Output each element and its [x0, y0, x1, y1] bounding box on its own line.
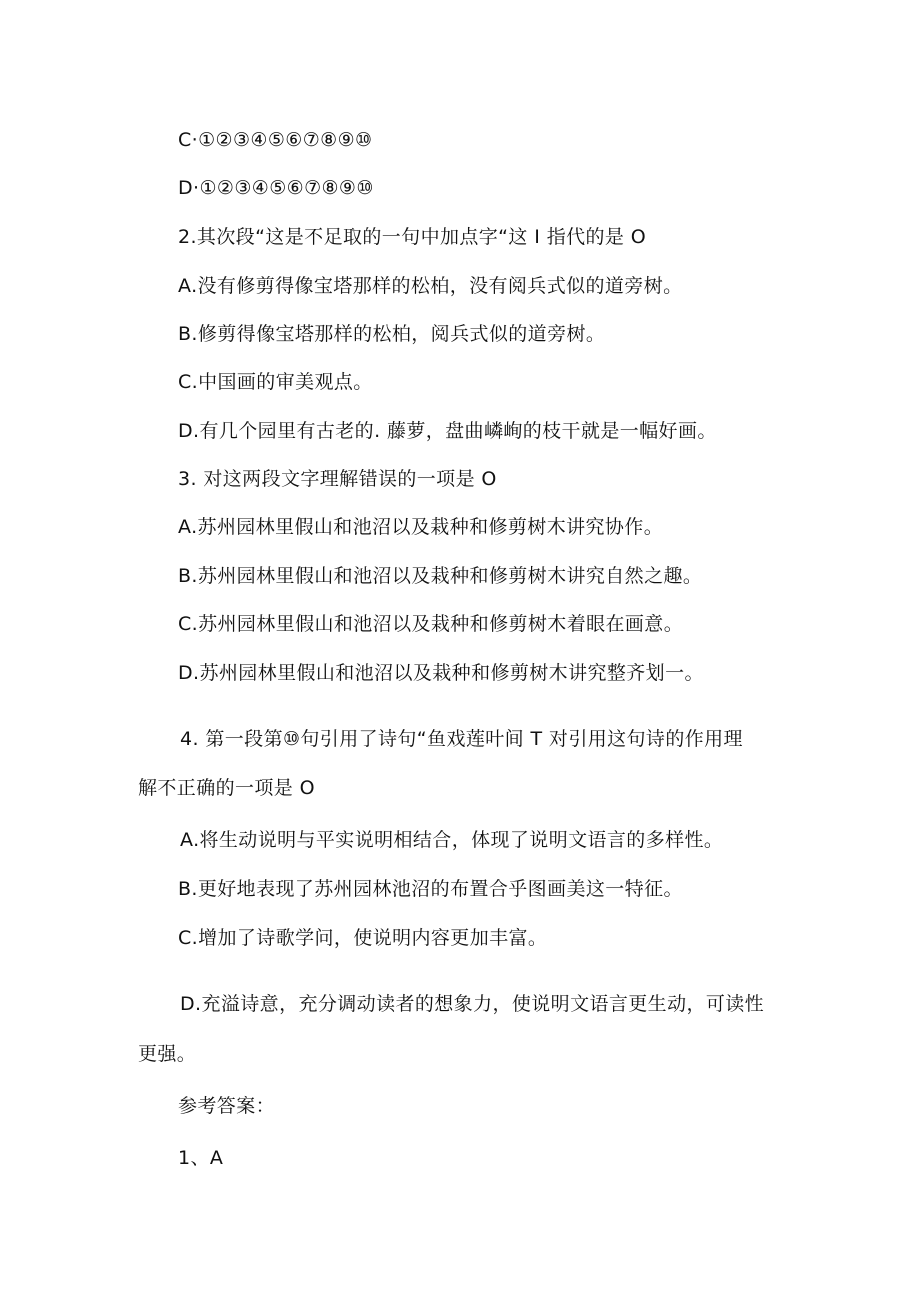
- question-2-option-b: B.修剪得像宝塔那样的松柏，阅兵式似的道旁树。: [178, 323, 606, 345]
- answer-heading: 参考答案：: [178, 1095, 276, 1117]
- question-2-option-c: C.中国画的审美观点。: [178, 371, 373, 393]
- question-4-option-a: A.将生动说明与平实说明相结合，体现了说明文语言的多样性。: [180, 829, 724, 851]
- option-d-line: D·①②③④⑤⑥⑦⑧⑨⑩: [178, 177, 374, 199]
- question-3: 3. 对这两段文字理解错误的一项是 O: [178, 468, 497, 490]
- question-3-option-d: D.苏州园林里假山和池沼以及栽种和修剪树木讲究整齐划一。: [178, 662, 704, 684]
- question-4-continued: 解不正确的一项是 O: [138, 777, 315, 799]
- question-2-option-d: D.有几个园里有古老的. 藤萝，盘曲嶙峋的枝干就是一幅好画。: [178, 420, 717, 442]
- answer-1: 1、A: [178, 1147, 224, 1169]
- question-2: 2.其次段“这是不足取的一句中加点字“这 I 指代的是 O: [178, 226, 647, 248]
- question-3-option-c: C.苏州园林里假山和池沼以及栽种和修剪树木着眼在画意。: [178, 613, 684, 635]
- question-3-option-b: B.苏州园林里假山和池沼以及栽种和修剪树木讲究自然之趣。: [178, 565, 703, 587]
- question-4-option-b: B.更好地表现了苏州园林池沼的布置合乎图画美这一特征。: [178, 878, 683, 900]
- option-c-line: C·①②③④⑤⑥⑦⑧⑨⑩: [178, 129, 373, 151]
- question-4: 4. 第一段第⑩句引用了诗句“鱼戏莲叶间 T 对引用这句诗的作用理: [180, 728, 743, 750]
- question-4-option-d-continued: 更强。: [138, 1043, 197, 1065]
- question-4-option-c: C.增加了诗歌学问，使说明内容更加丰富。: [178, 927, 548, 949]
- question-2-option-a: A.没有修剪得像宝塔那样的松柏，没有阅兵式似的道旁树。: [178, 275, 683, 297]
- question-3-option-a: A.苏州园林里假山和池沼以及栽种和修剪树木讲究协作。: [178, 516, 664, 538]
- question-4-option-d: D.充溢诗意，充分调动读者的想象力，使说明文语言更生动，可读性: [180, 993, 765, 1015]
